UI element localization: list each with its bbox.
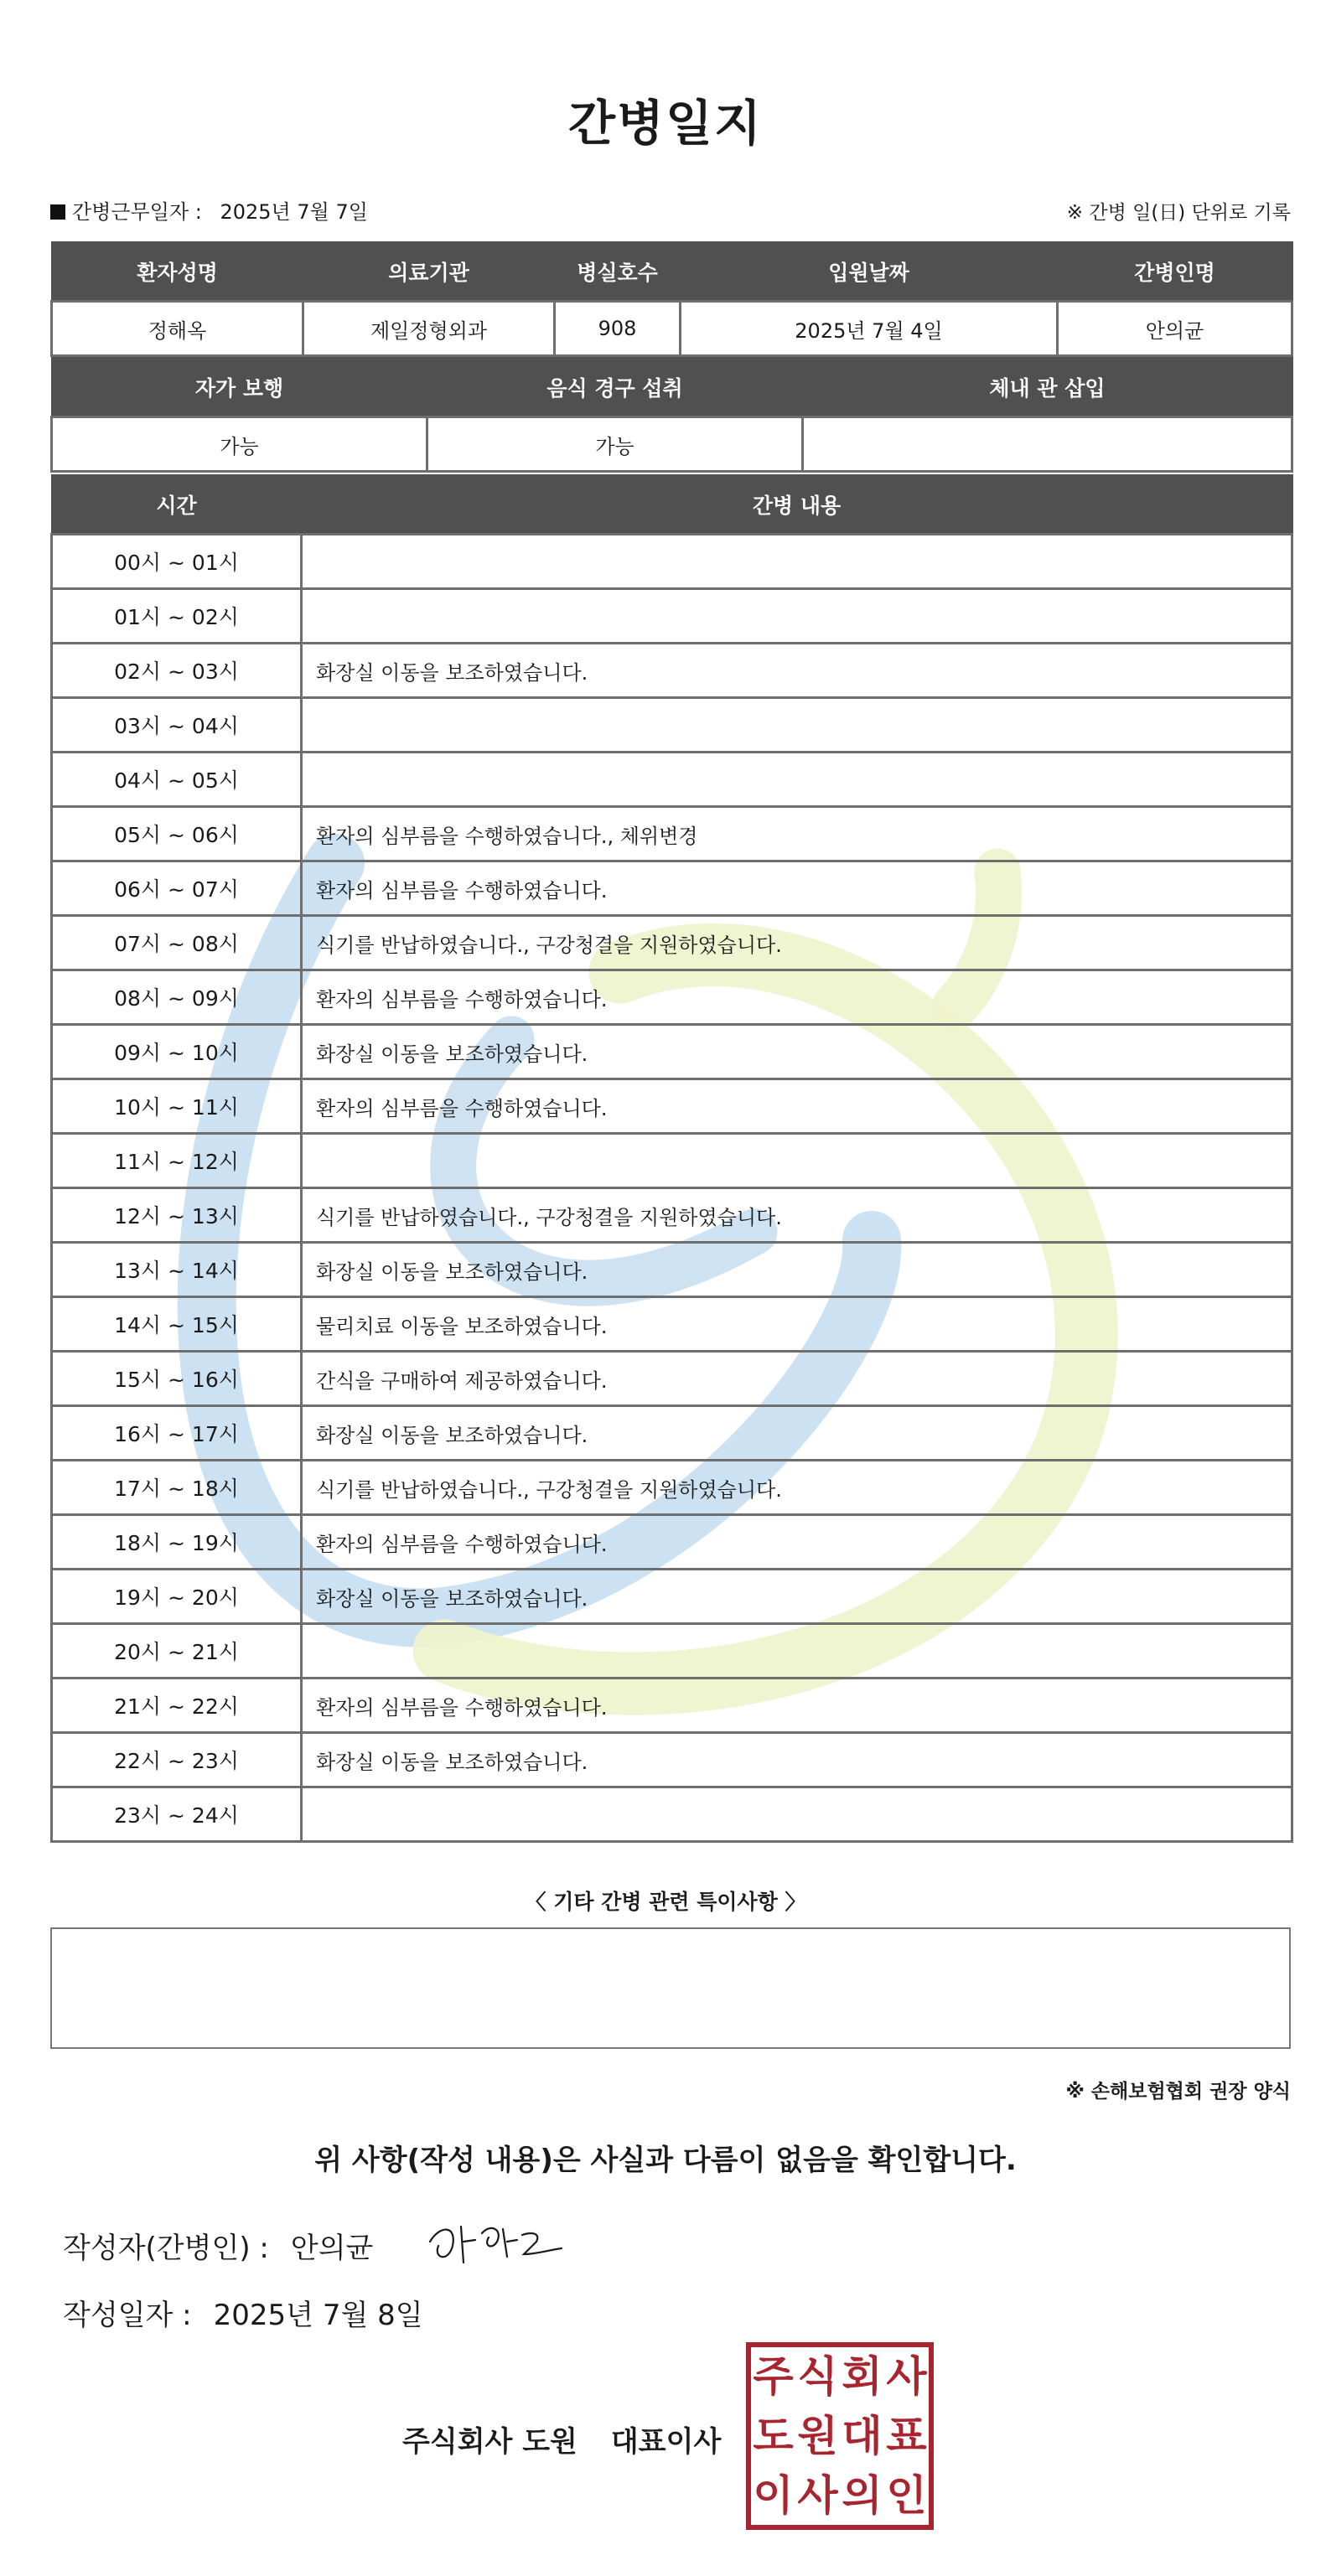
company-line bbox=[402, 2418, 721, 2460]
header-care-content: 간병 내용 bbox=[302, 475, 1292, 535]
writer-name: 안의균 bbox=[290, 2232, 374, 2265]
care-log-row bbox=[52, 1733, 1292, 1787]
care-log-content: 물리치료 이동을 보조하였습니다. bbox=[302, 1297, 1292, 1352]
notes-title: 〈 기타 간병 관련 특이사항 〉 bbox=[525, 1890, 806, 1914]
header-caregiver: 간병인명 bbox=[1058, 242, 1292, 302]
care-log-content: 화장실 이동을 보조하였습니다. bbox=[302, 1570, 1292, 1624]
seal-character: 사 bbox=[797, 2470, 838, 2520]
tube-insertion-status bbox=[803, 417, 1292, 472]
care-log-row bbox=[52, 1297, 1292, 1352]
seal-character: 주 bbox=[753, 2352, 794, 2402]
patient-value-row bbox=[52, 302, 1292, 356]
written-date-label: 작성일자 : bbox=[63, 2299, 192, 2332]
care-log-content: 화장실 이동을 보조하였습니다. bbox=[302, 1025, 1292, 1079]
care-log-time: 09시 ~ 10시 bbox=[52, 1025, 302, 1079]
care-log-content: 환자의 심부름을 수행하였습니다. bbox=[302, 1079, 1292, 1134]
care-log-content: 화장실 이동을 보조하였습니다. bbox=[302, 644, 1292, 698]
status-table bbox=[50, 357, 1293, 473]
care-log-content: 환자의 심부름을 수행하였습니다. bbox=[302, 1515, 1292, 1570]
written-date-line bbox=[63, 2292, 423, 2333]
care-log-row bbox=[52, 970, 1292, 1025]
unit-note: ※ 간병 일(日) 단위로 기록 bbox=[1066, 202, 1291, 224]
care-log-time: 22시 ~ 23시 bbox=[52, 1733, 302, 1787]
care-log-row bbox=[52, 535, 1292, 589]
work-date bbox=[50, 195, 368, 225]
care-log-time: 19시 ~ 20시 bbox=[52, 1570, 302, 1624]
admission-date: 2025년 7월 4일 bbox=[681, 302, 1058, 356]
care-log-row bbox=[52, 1787, 1292, 1842]
care-log-time: 07시 ~ 08시 bbox=[52, 916, 302, 970]
care-log-time: 08시 ~ 09시 bbox=[52, 970, 302, 1025]
insurance-note: ※ 손해보험협회 권장 양식 bbox=[1065, 2081, 1291, 2103]
care-log-time: 16시 ~ 17시 bbox=[52, 1406, 302, 1461]
care-log-row bbox=[52, 753, 1292, 807]
seal-character: 표 bbox=[886, 2411, 927, 2460]
care-log-time: 13시 ~ 14시 bbox=[52, 1243, 302, 1297]
care-log-content bbox=[302, 698, 1292, 753]
seal-character: 식 bbox=[797, 2352, 838, 2402]
seal-character: 원 bbox=[797, 2411, 838, 2460]
oral-intake-status: 가능 bbox=[427, 417, 803, 472]
header-admission-date: 입원날짜 bbox=[681, 242, 1058, 302]
header-room: 병실호수 bbox=[555, 242, 681, 302]
writer-line bbox=[63, 2225, 373, 2266]
care-log-time: 15시 ~ 16시 bbox=[52, 1352, 302, 1406]
care-log-content bbox=[302, 535, 1292, 589]
care-log-content: 간식을 구매하여 제공하였습니다. bbox=[302, 1352, 1292, 1406]
seal-character: 의 bbox=[842, 2470, 883, 2520]
care-log-time: 17시 ~ 18시 bbox=[52, 1461, 302, 1515]
caregiver-name: 안의균 bbox=[1058, 302, 1292, 356]
work-date-value: 2025년 7월 7일 bbox=[220, 200, 368, 224]
care-log-content bbox=[302, 753, 1292, 807]
signature-image bbox=[423, 2216, 574, 2275]
patient-table bbox=[50, 241, 1293, 357]
seal-character: 사 bbox=[886, 2352, 927, 2402]
care-log-time: 06시 ~ 07시 bbox=[52, 861, 302, 916]
care-log-header-row bbox=[52, 475, 1292, 535]
care-log-row bbox=[52, 1515, 1292, 1570]
room-number: 908 bbox=[555, 302, 681, 356]
confirmation-statement: 위 사항(작성 내용)은 사실과 다름이 없음을 확인합니다. bbox=[314, 2144, 1017, 2177]
care-log-time: 18시 ~ 19시 bbox=[52, 1515, 302, 1570]
care-log-content: 화장실 이동을 보조하였습니다. bbox=[302, 1406, 1292, 1461]
care-log-row bbox=[52, 698, 1292, 753]
care-log-content: 환자의 심부름을 수행하였습니다. bbox=[302, 861, 1292, 916]
header-tube-insertion: 체내 관 삽입 bbox=[803, 358, 1292, 417]
care-log-body bbox=[52, 535, 1292, 1842]
care-log-content bbox=[302, 1134, 1292, 1188]
care-log-time: 03시 ~ 04시 bbox=[52, 698, 302, 753]
seal-character: 인 bbox=[886, 2470, 927, 2520]
care-log-content: 식기를 반납하였습니다., 구강청결을 지원하였습니다. bbox=[302, 916, 1292, 970]
seal-character: 도 bbox=[753, 2411, 794, 2460]
care-log-content: 식기를 반납하였습니다., 구강청결을 지원하였습니다. bbox=[302, 1188, 1292, 1243]
care-log-table bbox=[50, 474, 1293, 1843]
care-log-time: 12시 ~ 13시 bbox=[52, 1188, 302, 1243]
care-log-row bbox=[52, 1025, 1292, 1079]
care-log-content: 환자의 심부름을 수행하였습니다. bbox=[302, 970, 1292, 1025]
writer-label: 작성자(간병인) : bbox=[63, 2232, 269, 2265]
company-seal bbox=[746, 2342, 934, 2530]
notes-box bbox=[50, 1927, 1291, 2049]
seal-character: 이 bbox=[753, 2470, 794, 2520]
hospital-name: 제일정형외과 bbox=[303, 302, 555, 356]
care-log-row bbox=[52, 644, 1292, 698]
care-log-time: 00시 ~ 01시 bbox=[52, 535, 302, 589]
status-value-row bbox=[52, 417, 1292, 472]
work-date-label: 간병근무일자 : bbox=[72, 200, 202, 224]
status-header-row bbox=[52, 358, 1292, 417]
care-log-row bbox=[52, 589, 1292, 644]
care-log-time: 20시 ~ 21시 bbox=[52, 1624, 302, 1679]
care-log-time: 21시 ~ 22시 bbox=[52, 1679, 302, 1733]
patient-name: 정해옥 bbox=[52, 302, 303, 356]
patient-header-row bbox=[52, 242, 1292, 302]
care-log-row bbox=[52, 1134, 1292, 1188]
company-name: 주식회사 도원 bbox=[402, 2425, 577, 2459]
care-log-time: 23시 ~ 24시 bbox=[52, 1787, 302, 1842]
written-date: 2025년 7월 8일 bbox=[213, 2299, 423, 2332]
care-log-time: 11시 ~ 12시 bbox=[52, 1134, 302, 1188]
care-log-row bbox=[52, 807, 1292, 861]
care-log-row bbox=[52, 1079, 1292, 1134]
care-log-content: 식기를 반납하였습니다., 구강청결을 지원하였습니다. bbox=[302, 1461, 1292, 1515]
care-log-content: 환자의 심부름을 수행하였습니다. bbox=[302, 1679, 1292, 1733]
care-log-row bbox=[52, 1352, 1292, 1406]
header-walking: 자가 보행 bbox=[52, 358, 427, 417]
care-log-content: 환자의 심부름을 수행하였습니다., 체위변경 bbox=[302, 807, 1292, 861]
care-log-row bbox=[52, 1243, 1292, 1297]
care-log-row bbox=[52, 1406, 1292, 1461]
care-log-row bbox=[52, 1461, 1292, 1515]
care-log-content bbox=[302, 589, 1292, 644]
square-bullet-icon bbox=[50, 204, 65, 220]
care-log-content: 화장실 이동을 보조하였습니다. bbox=[302, 1733, 1292, 1787]
care-log-time: 05시 ~ 06시 bbox=[52, 807, 302, 861]
header-time: 시간 bbox=[52, 475, 302, 535]
representative-title: 대표이사 bbox=[610, 2425, 722, 2459]
care-log-row bbox=[52, 861, 1292, 916]
work-date-row bbox=[50, 195, 1291, 229]
care-log-row bbox=[52, 916, 1292, 970]
care-log-content bbox=[302, 1787, 1292, 1842]
care-log-time: 14시 ~ 15시 bbox=[52, 1297, 302, 1352]
care-log-time: 02시 ~ 03시 bbox=[52, 644, 302, 698]
care-log-time: 01시 ~ 02시 bbox=[52, 589, 302, 644]
walking-status: 가능 bbox=[52, 417, 427, 472]
seal-character: 회 bbox=[842, 2352, 883, 2402]
document-title: 간병일지 bbox=[567, 95, 764, 152]
care-log-row bbox=[52, 1624, 1292, 1679]
header-hospital: 의료기관 bbox=[303, 242, 555, 302]
care-log-content bbox=[302, 1624, 1292, 1679]
care-log-row bbox=[52, 1679, 1292, 1733]
care-log-content: 화장실 이동을 보조하였습니다. bbox=[302, 1243, 1292, 1297]
header-patient-name: 환자성명 bbox=[52, 242, 303, 302]
care-log-row bbox=[52, 1188, 1292, 1243]
seal-character: 대 bbox=[842, 2411, 883, 2460]
care-log-time: 10시 ~ 11시 bbox=[52, 1079, 302, 1134]
care-log-time: 04시 ~ 05시 bbox=[52, 753, 302, 807]
header-oral-intake: 음식 경구 섭취 bbox=[427, 358, 803, 417]
care-log-row bbox=[52, 1570, 1292, 1624]
